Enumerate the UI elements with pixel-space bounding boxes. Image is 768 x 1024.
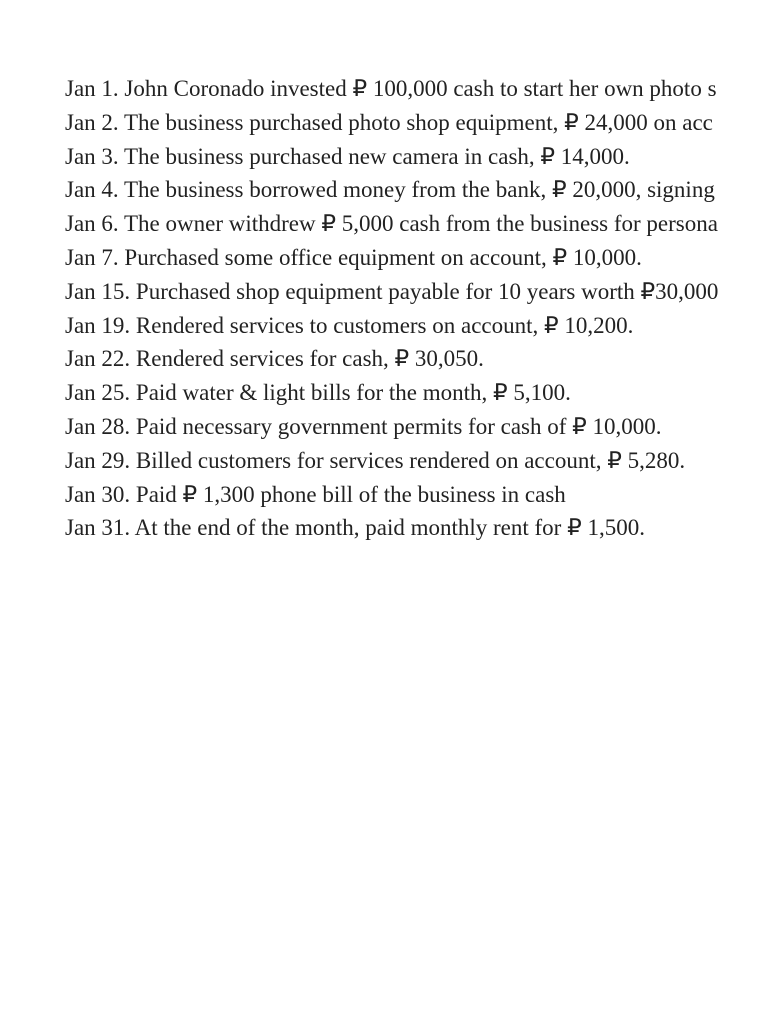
transaction-line: Jan 29. Billed customers for services rendered on account, ₽ 5,280. <box>65 447 686 473</box>
transaction-line: Jan 6. The owner withdrew ₽ 5,000 cash from the business for persona <box>65 211 718 237</box>
transaction-line: Jan 19. Rendered services to customers on account, ₽ 10,200. <box>65 312 634 338</box>
transaction-line: Jan 1. John Coronado invested ₽ 100,000 cash to start her own photo s <box>65 76 717 101</box>
transaction-line: Jan 25. Paid water & light bills for the month, ₽ 5,100. <box>65 380 571 406</box>
transaction-line: Jan 2. The business purchased photo shop equipment, ₽ 24,000 on acc <box>65 109 713 135</box>
transaction-line: Jan 4. The business borrowed money from the bank, ₽ 20,000, signing <box>65 177 715 203</box>
transaction-list <box>65 72 718 545</box>
transaction-line: Jan 15. Purchased shop equipment payable for 10 years worth ₽30,000 <box>65 278 719 304</box>
transaction-line: Jan 22. Rendered services for cash, ₽ 30,050. <box>65 346 484 372</box>
transaction-line: Jan 30. Paid ₽ 1,300 phone bill of the business in cash <box>65 481 566 507</box>
transaction-line: Jan 31. At the end of the month, paid monthly rent for ₽ 1,500. <box>65 515 645 541</box>
transaction-line: Jan 28. Paid necessary government permits for cash of ₽ 10,000. <box>65 413 662 439</box>
transaction-line: Jan 7. Purchased some office equipment on account, ₽ 10,000. <box>65 244 642 270</box>
transaction-line: Jan 3. The business purchased new camera in cash, ₽ 14,000. <box>65 143 630 169</box>
